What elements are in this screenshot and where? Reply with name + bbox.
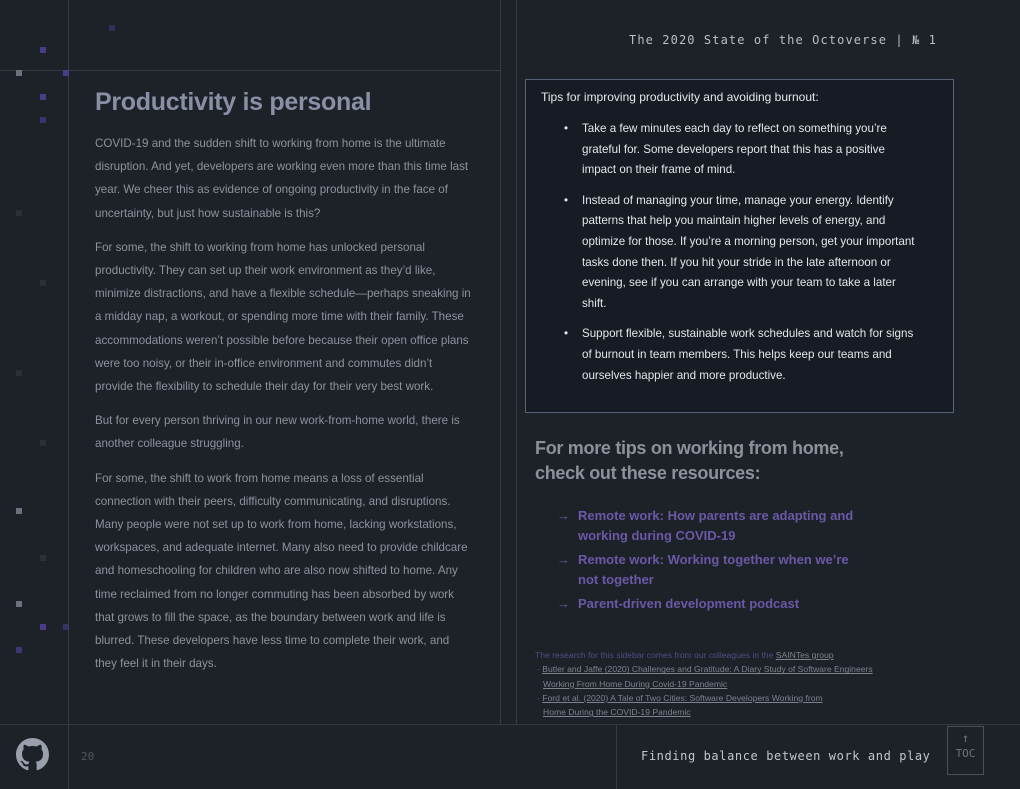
- resource-link-label[interactable]: Parent-driven development podcast: [578, 596, 800, 611]
- bullet-icon: •: [564, 193, 569, 207]
- list-item: [541, 191, 938, 315]
- tip-text: Take a few minutes each day to reflect on something you’re grateful for. Some developers report that this has a positive impact on their frame of mind.: [582, 122, 887, 177]
- arrow-right-icon: →: [557, 596, 570, 611]
- toc-label: TOC: [955, 747, 976, 760]
- reference-item[interactable]: [535, 662, 935, 676]
- references-intro: [535, 648, 935, 662]
- references-intro-text: The research for this sidebar comes from our colleagues in the: [535, 650, 776, 660]
- resource-link-label[interactable]: Remote work: Working together when we’re not together: [578, 552, 849, 587]
- saintes-group-link[interactable]: SAINTes group: [775, 650, 834, 660]
- bullet-icon: •: [564, 122, 569, 135]
- divider: [0, 70, 500, 71]
- arrow-up-icon: ↑: [961, 731, 970, 745]
- article-body: [95, 132, 473, 686]
- toc-button[interactable]: [947, 726, 984, 775]
- resources-list: [557, 506, 857, 619]
- page-number: 20: [81, 750, 95, 763]
- arrow-right-icon: →: [557, 552, 570, 567]
- divider: [68, 0, 69, 789]
- list-item: [541, 119, 938, 181]
- divider: [500, 0, 501, 724]
- article-paragraph: For some, the shift to work from home means a loss of essential connection with their peers, difficulty communicating, and disruptions. Many people were not set up to work from home, lacking workstations, workspaces, and adequate internet. Many also need to provide childcare and homeschooling for children who are also now shifted to home. Any time reclaimed from no longer commuting has been absorbed by work that grows to fill the space, as the boundary between work and life is blurred. These developers have less time to complete their work, and they feel it in their days.: [95, 471, 468, 671]
- tips-sidebar-box: [525, 79, 954, 413]
- list-item: [541, 324, 938, 386]
- article-paragraph: But for every person thriving in our new work-from-home world, there is another colleague struggling.: [95, 414, 460, 451]
- tip-text: Support flexible, sustainable work schedules and watch for signs of burnout in team members. This helps keep our teams and ourselves happier and more productive.: [582, 327, 914, 382]
- resource-link-together[interactable]: [557, 550, 857, 589]
- divider: [0, 724, 1020, 725]
- github-logo-icon[interactable]: [16, 738, 49, 771]
- bullet-icon: •: [564, 327, 569, 341]
- reference-dash: -: [537, 664, 540, 675]
- tips-list: [541, 119, 938, 386]
- reference-link[interactable]: Working From Home During Covid-19 Pandemic: [543, 678, 728, 689]
- divider: [516, 0, 517, 724]
- article-paragraph: COVID-19 and the sudden shift to working from home is the ultimate disruption. And yet, developers are working even more than this time last year. We cheer this as evidence of ongoing productivity in the face of uncertainty, but just how sustainable is this?: [95, 137, 469, 220]
- reference-link[interactable]: Ford et al. (2020) A Tale of Two Cities: Software Developers Working from: [542, 692, 823, 703]
- reference-item-continued[interactable]: [535, 705, 935, 719]
- reference-link[interactable]: Home During the COVID-19 Pandemic: [543, 707, 691, 718]
- article-paragraph: For some, the shift to working from home has unlocked personal productivity. They can set up their work environment as they’d like, minimize distractions, and have a flexible schedule—perhaps sneaking in a midday nap, a workout, or spending more time with their family. These accommodations weren’t possible before because their open office plans were too noisy, or their in-office environment and commutes didn’t provide the flexibility to schedule their day for their very best work.: [95, 240, 471, 394]
- reference-dash: -: [537, 692, 540, 703]
- tip-text: Instead of managing your time, manage your energy. Identify patterns that help you maintain higher levels of energy, and optimize for those. If you’re a morning person, get your important tasks done then. If you hit your stride in the late afternoon or evening, see if you can arrange with your team to take a later shift.: [582, 193, 915, 310]
- reference-item[interactable]: [535, 691, 935, 705]
- tips-intro: Tips for improving productivity and avoiding burnout:: [541, 90, 819, 104]
- divider: [616, 724, 617, 789]
- resources-heading: For more tips on working from home, check out these resources:: [535, 438, 844, 483]
- arrow-right-icon: →: [557, 508, 570, 523]
- report-header-title: The 2020 State of the Octoverse | № 1: [629, 33, 938, 47]
- resource-link-parents[interactable]: [557, 506, 857, 545]
- reference-item-continued[interactable]: [535, 677, 935, 691]
- resource-link-podcast[interactable]: [557, 594, 857, 614]
- page-title: Productivity is personal: [95, 88, 372, 116]
- reference-link[interactable]: Butler and Jaffe (2020) Challenges and Gratitude: A Diary Study of Software Engineers: [542, 664, 873, 675]
- section-caption: Finding balance between work and play: [641, 749, 931, 763]
- resource-link-label[interactable]: Remote work: How parents are adapting and working during COVID-19: [578, 508, 854, 543]
- references: [535, 648, 935, 719]
